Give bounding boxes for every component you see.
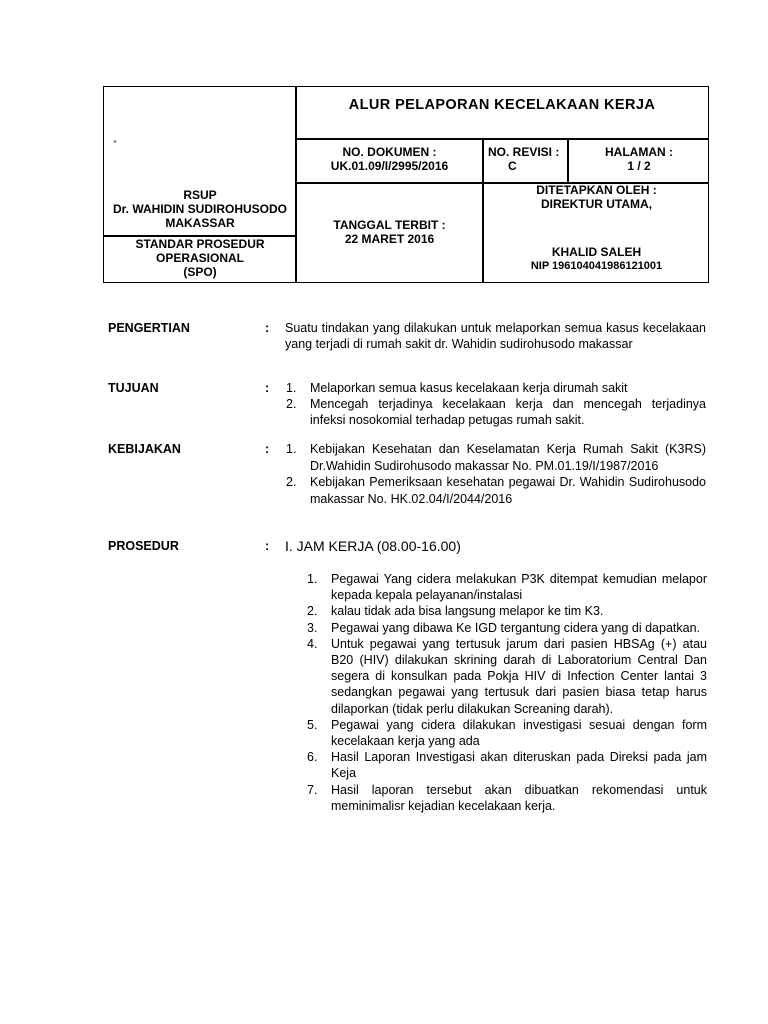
list-item-text: Melaporkan semua kasus kecelakaan kerja dirumah sakit: [310, 381, 628, 395]
org-line-1: RSUP: [183, 188, 217, 202]
section-label: TUJUAN: [108, 381, 159, 395]
page-number: [569, 145, 709, 173]
signatory-nip: NIP 196104041986121001: [530, 260, 663, 272]
page-label: HALAMAN :: [605, 145, 673, 159]
list-item-number: 6.: [307, 750, 318, 765]
org-line-2: Dr. WAHIDIN SUDIROHUSODO: [112, 202, 287, 216]
list-item: [307, 782, 707, 814]
list-item: [286, 396, 706, 428]
list-item: [307, 620, 707, 636]
approved-by-label: DITETAPKAN OLEH :: [536, 183, 657, 197]
list-item-number: 4.: [307, 636, 318, 651]
spo-line-3: (SPO): [183, 265, 217, 279]
issue-date-value: 22 MARET 2016: [344, 232, 435, 246]
list-item-text: Hasil Laporan Investigasi akan diteruskan pada Direksi pada jam Keja: [331, 750, 707, 781]
spo-line-1: STANDAR PROSEDUR: [135, 237, 265, 251]
list-item-text: Pegawai yang dibawa Ke IGD tergantung cidera yang di dapatkan.: [331, 620, 700, 635]
document-title: ALUR PELAPORAN KECELAKAAN KERJA: [348, 97, 656, 113]
list-item-number: 1.: [307, 572, 318, 586]
list-item-text: Hasil laporan tersebut akan dibuatkan rekomendasi untuk meminimalisr kejadian kecelakaan kerja.: [331, 782, 707, 813]
list-item-number: 5.: [307, 717, 318, 732]
section-label: PENGERTIAN: [108, 321, 190, 335]
list-item-text: Pegawai yang cidera dilakukan investigasi sesuai dengan form kecelakaan kerja yang ada: [331, 717, 707, 749]
list-item: [307, 571, 707, 603]
list-item-number: 1.: [286, 381, 297, 395]
section-label: PROSEDUR: [108, 539, 179, 553]
document-type: [104, 237, 296, 279]
revision-label: NO. REVISI :: [488, 145, 560, 159]
spo-line-2: OPERASIONAL: [155, 251, 244, 265]
list-item-number: 3.: [307, 620, 318, 635]
issue-date: [297, 218, 482, 246]
organization-name: [104, 188, 296, 230]
revision-number: [484, 145, 572, 173]
document-header-table: [103, 86, 709, 283]
issue-date-label: TANGGAL TERBIT :: [333, 218, 446, 232]
list-item-text: Kebijakan Pemeriksaan kesehatan pegawai Dr. Wahidin Sudirohusodo makassar No. HK.02.04/I/2044/2016: [310, 475, 706, 506]
prosedur-heading: I. JAM KERJA (08.00-16.00): [285, 538, 461, 554]
list-item: [286, 380, 706, 396]
list-item: [307, 749, 707, 781]
tujuan-list: [286, 380, 706, 428]
list-item-text: kalau tidak ada bisa langsung melapor ke tim K3.: [331, 604, 604, 619]
list-item-text: Pegawai Yang cidera melakukan P3K ditempat kemudian melapor kepada kepala pelayanan/instalasi: [331, 572, 707, 603]
list-item-number: 7.: [307, 782, 318, 797]
doc-number-label: NO. DOKUMEN :: [342, 145, 437, 159]
doc-number-value: UK.01.09/I/2995/2016: [330, 159, 449, 173]
list-item-text: Kebijakan Kesehatan dan Keselamatan Kerja Rumah Sakit (K3RS) Dr.Wahidin Sudirohusodo makassar No. PM.01.19/I/1987/2016: [310, 442, 706, 473]
org-line-3: MAKASSAR: [165, 216, 235, 230]
section-colon: :: [265, 442, 270, 456]
signatory: [484, 245, 709, 273]
logo-placeholder-mark: ": [113, 139, 117, 149]
revision-value: C: [508, 159, 517, 173]
list-item: [307, 603, 707, 619]
kebijakan-list: [286, 441, 706, 507]
list-item-number: 2.: [286, 475, 297, 489]
section-colon: :: [265, 381, 270, 395]
list-item: [286, 474, 706, 507]
list-item-number: 2.: [286, 397, 297, 411]
list-item-text: Mencegah terjadinya kecelakaan kerja dan mencegah terjadinya infeksi nosokomial terhadap petugas rumah sakit.: [310, 397, 706, 427]
section-label: KEBIJAKAN: [108, 442, 181, 456]
list-item-number: 1.: [286, 442, 297, 456]
approved-by: [484, 183, 709, 211]
list-item: [307, 636, 707, 717]
section-colon: :: [265, 539, 270, 553]
list-item: [286, 441, 706, 474]
signatory-name: KHALID SALEH: [551, 245, 642, 259]
page-value: 1 / 2: [627, 159, 651, 173]
section-colon: :: [265, 321, 270, 335]
document-number: [297, 145, 482, 173]
pengertian-text: Suatu tindakan yang dilakukan untuk melaporkan semua kasus kecelakaan yang terjadi di rumah sakit dr. Wahidin sudirohusodo makassar: [285, 321, 706, 351]
list-item-text: Untuk pegawai yang tertusuk jarum dari pasien HBSAg (+) atau B20 (HIV) dilakukan skrining darah di Laboratorium Central Dan segera di konsulkan pada Pokja HIV di Infection Center lantai 3 sedangkan pegawai yang tertusuk dari pasien biasa tetap harus dilaporkan (tidak perlu dilakukan Screaning darah).: [331, 636, 707, 716]
list-item: [307, 717, 707, 749]
list-item-number: 2.: [307, 604, 318, 619]
prosedur-list: [307, 571, 707, 814]
header-divider-h1: [296, 138, 708, 140]
approver-title: DIREKTUR UTAMA,: [540, 197, 653, 211]
